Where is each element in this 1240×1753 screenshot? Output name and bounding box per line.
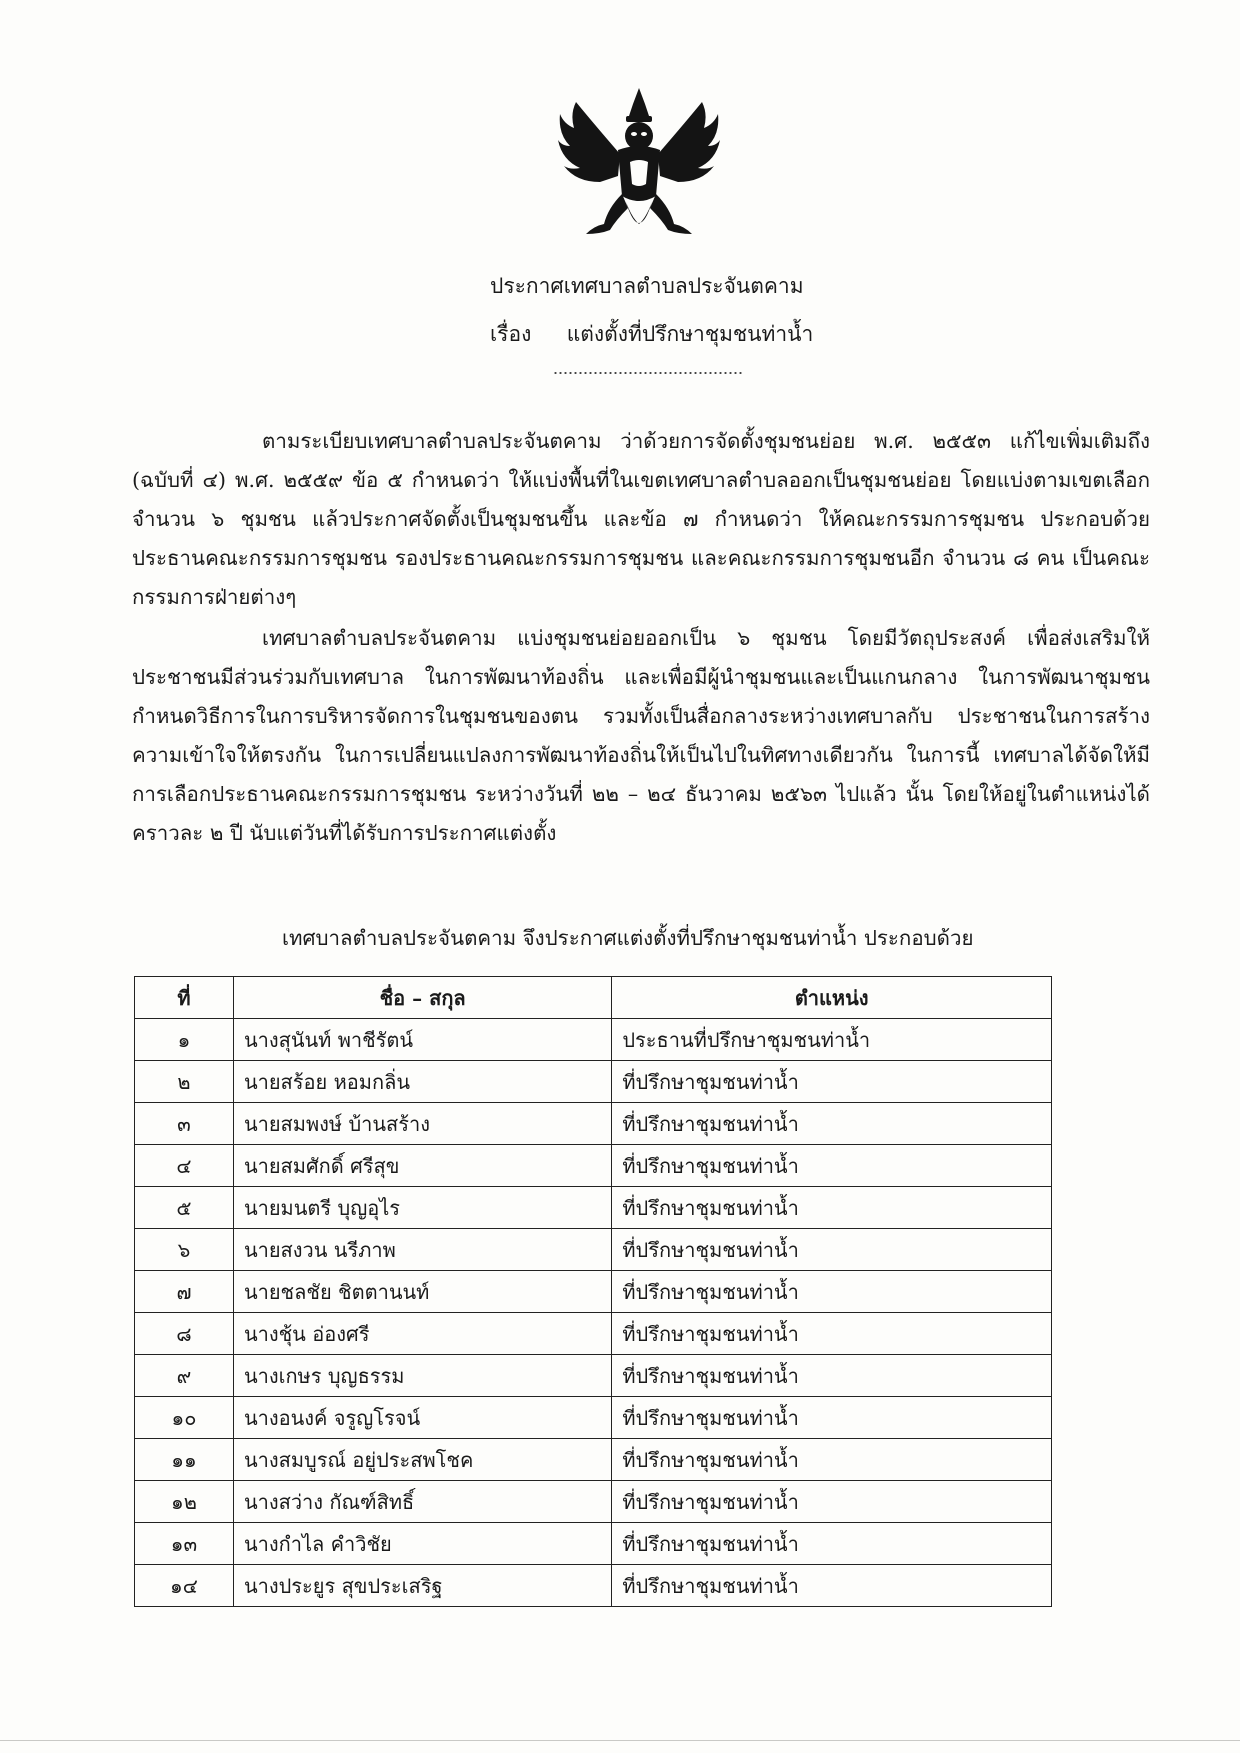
member-position: ที่ปรึกษาชุมชนท่าน้ำ [612,1313,1052,1355]
member-position: ที่ปรึกษาชุมชนท่าน้ำ [612,1397,1052,1439]
document-title: ประกาศเทศบาลตำบลประจันตคาม [490,274,804,298]
member-position: ที่ปรึกษาชุมชนท่าน้ำ [612,1103,1052,1145]
table-row [135,1397,1052,1439]
row-number: ๑๒ [135,1481,234,1523]
subject-line [490,318,813,351]
row-number: ๕ [135,1187,234,1229]
member-position: ที่ปรึกษาชุมชนท่าน้ำ [612,1565,1052,1607]
table-row [135,1439,1052,1481]
member-position: ที่ปรึกษาชุมชนท่าน้ำ [612,1271,1052,1313]
table-row [135,1019,1052,1061]
table-row [135,1187,1052,1229]
table-header-row [135,977,1052,1019]
paragraph-2: เทศบาลตำบลประจันตคาม แบ่งชุมชนย่อยออกเป็น ๖ ชุมชน โดยมีวัตถุประสงค์ เพื่อส่งเสริมให้ประชาชนมีส่วนร่วมกับเทศบาล ในการพัฒนาท้องถิ่น และเพื่อมีผู้นำชุมชนและเป็นแกนกลาง ในการพัฒนาชุมชน กำหนดวิธีการในการบริหารจัดการในชุมชนของตน รวมทั้งเป็นสื่อกลางระหว่างเทศบาลกับ ประชาชนในการสร้างความเข้าใจให้ตรงกัน ในการเปลี่ยนแปลงการพัฒนาท้องถิ่นให้เป็นไปในทิศทางเดียวกัน ในการนี้ เทศบาลได้จัดให้มีการเลือกประธานคณะกรรมการชุมชน ระหว่างวันที่ ๒๒ – ๒๔ ธันวาคม ๒๕๖๓ ไปแล้ว นั้น โดยให้อยู่ในตำแหน่งได้คราวละ ๒ ปี นับแต่วันที่ได้รับการประกาศแต่งตั้ง [132,626,1150,845]
table-row [135,1313,1052,1355]
member-position: ที่ปรึกษาชุมชนท่าน้ำ [612,1439,1052,1481]
header-no: ที่ [135,977,234,1019]
member-name: นางสมบูรณ์ อยู่ประสพโชค [233,1439,611,1481]
member-name: นายสมพงษ์ บ้านสร้าง [233,1103,611,1145]
row-number: ๒ [135,1061,234,1103]
member-name: นางชุ้น อ่องศรี [233,1313,611,1355]
row-number: ๖ [135,1229,234,1271]
header-name: ชื่อ – สกุล [233,977,611,1019]
scan-edge-line [0,1740,1240,1741]
member-position: ประธานที่ปรึกษาชุมชนท่าน้ำ [612,1019,1052,1061]
members-table [134,976,1052,1607]
table-row [135,1271,1052,1313]
member-position: ที่ปรึกษาชุมชนท่าน้ำ [612,1145,1052,1187]
member-position: ที่ปรึกษาชุมชนท่าน้ำ [612,1481,1052,1523]
member-name: นางกำไล คำวิชัย [233,1523,611,1565]
table-row [135,1229,1052,1271]
member-position: ที่ปรึกษาชุมชนท่าน้ำ [612,1187,1052,1229]
member-position: ที่ปรึกษาชุมชนท่าน้ำ [612,1523,1052,1565]
row-number: ๔ [135,1145,234,1187]
table-row [135,1103,1052,1145]
subject-text: แต่งตั้งที่ปรึกษาชุมชนท่าน้ำ [566,322,814,346]
body-text [132,422,1150,853]
row-number: ๑๓ [135,1523,234,1565]
row-number: ๑ [135,1019,234,1061]
header-position: ตำแหน่ง [612,977,1052,1019]
table-row [135,1523,1052,1565]
member-name: นางประยูร สุขประเสริฐ [233,1565,611,1607]
member-name: นางสุนันท์ พาชีรัตน์ [233,1019,611,1061]
row-number: ๓ [135,1103,234,1145]
table-row [135,1061,1052,1103]
member-position: ที่ปรึกษาชุมชนท่าน้ำ [612,1229,1052,1271]
table-body [135,1019,1052,1607]
member-name: นางสว่าง กัณฑ์สิทธิ์ [233,1481,611,1523]
subject-label: เรื่อง [490,322,532,346]
row-number: ๘ [135,1313,234,1355]
member-name: นายสงวน นรีภาพ [233,1229,611,1271]
closing-sentence: เทศบาลตำบลประจันตคาม จึงประกาศแต่งตั้งที่ปรึกษาชุมชนท่าน้ำ ประกอบด้วย [282,926,974,950]
member-position: ที่ปรึกษาชุมชนท่าน้ำ [612,1061,1052,1103]
row-number: ๑๑ [135,1439,234,1481]
garuda-emblem-icon [554,84,724,250]
member-name: นายสร้อย หอมกลิ่น [233,1061,611,1103]
member-position: ที่ปรึกษาชุมชนท่าน้ำ [612,1355,1052,1397]
row-number: ๑๔ [135,1565,234,1607]
member-name: นายชลชัย ชิตตานนท์ [233,1271,611,1313]
table-row [135,1145,1052,1187]
member-name: นางเกษร บุญธรรม [233,1355,611,1397]
paragraph-1: ตามระเบียบเทศบาลตำบลประจันตคาม ว่าด้วยการจัดตั้งชุมชนย่อย พ.ศ. ๒๕๕๓ แก้ไขเพิ่มเติมถึง (ฉบับที่ ๔) พ.ศ. ๒๕๕๙ ข้อ ๕ กำหนดว่า ให้แบ่งพื้นที่ในเขตเทศบาลตำบลออกเป็นชุมชนย่อย โดยแบ่งตามเขตเลือก จำนวน ๖ ชุมชน แล้วประกาศจัดตั้งเป็นชุมชนขึ้น และข้อ ๗ กำหนดว่า ให้คณะกรรมการชุมชน ประกอบด้วย ประธานคณะกรรมการชุมชน รองประธานคณะกรรมการชุมชน และคณะกรรมการชุมชนอีก จำนวน ๘ คน เป็นคณะกรรมการฝ่ายต่างๆ [132,429,1150,609]
row-number: ๑๐ [135,1397,234,1439]
header-divider [553,372,743,374]
member-name: นางอนงค์ จรูญโรจน์ [233,1397,611,1439]
row-number: ๙ [135,1355,234,1397]
member-name: นายสมศักดิ์ ศรีสุข [233,1145,611,1187]
table-row [135,1481,1052,1523]
member-name: นายมนตรี บุญอุไร [233,1187,611,1229]
table-row [135,1355,1052,1397]
table-row [135,1565,1052,1607]
row-number: ๗ [135,1271,234,1313]
